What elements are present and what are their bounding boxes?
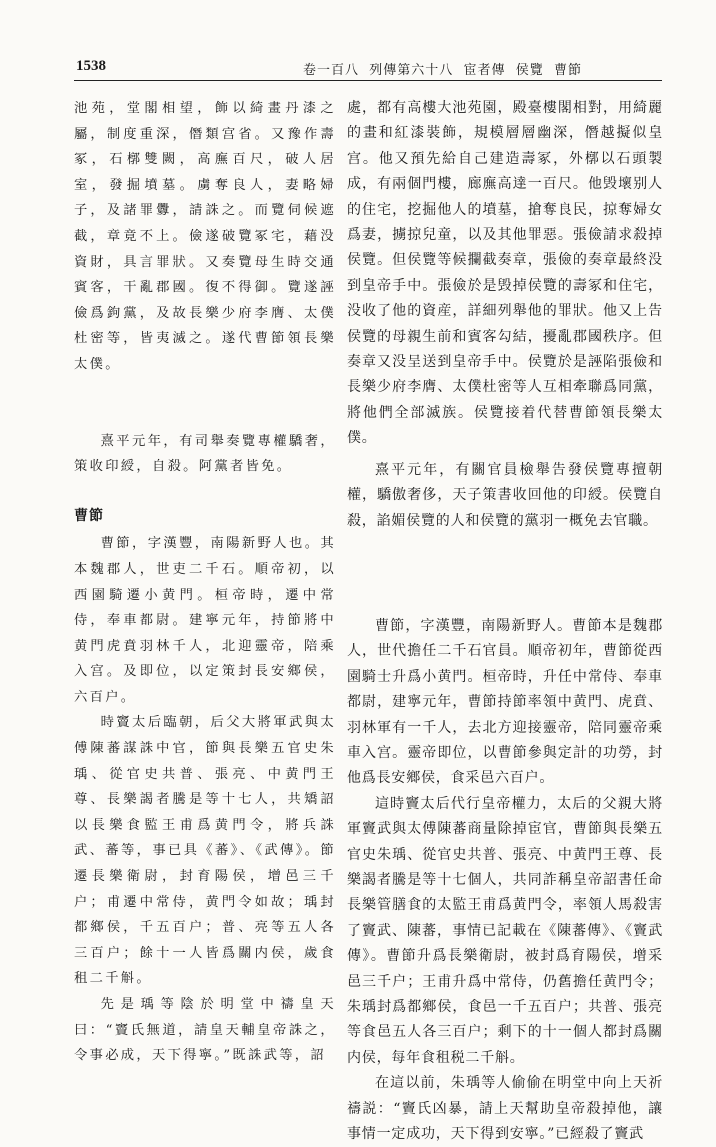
translation-paragraph: 熹平元年，有關官員檢舉告發侯覽專擅朝權，驕傲奢侈，天子策書收回他的印綬。侯覽自殺，諂媚侯覽的人和侯覽的黨羽一概免去官職。 (347, 461, 663, 529)
classical-paragraph: 先是瑀等陰於明堂中禱皇天曰：“竇氏無道，請皇天輔皇帝誅之，令事必成，天下得寧。”既誅武等，詔 (74, 997, 336, 1064)
classical-paragraph: 池苑，堂閣相望，飾以綺畫丹漆之屬，制度重深，僭類宫省。又豫作壽冢，石槨雙闕，高廡百尺，破人居室，發掘墳墓。虜奪良人，妻略婦子，及諸罪釁，請誅之。而覽伺候遮截，章竟不上。儉遂破覽冢宅，藉没資財，具言罪狀。又奏覽母生時交通賓客，干亂郡國。復不得御。覽遂誣儉爲鉤黨，及故長樂少府李膺、太僕杜密等，皆夷滅之。遂代曹節領長樂太僕。 (74, 101, 336, 372)
page-number: 1538 (76, 58, 106, 74)
translation-paragraph: 在這以前，朱瑀等人偷偷在明堂中向上天祈禱説：“竇氏凶暴，請上天幫助皇帝殺掉他，讓事情一定成功，天下得到安寧。”已經殺了竇武 (347, 1075, 663, 1143)
classical-paragraph: 曹節，字漢豐，南陽新野人也。其本魏郡人，世吏二千石。順帝初，以西園騎遷小黄門。桓帝時，遷中常侍，奉車都尉。建寧元年，持節將中黄門虎賁羽林千人，北迎靈帝，陪乘入宫。及即位，以定策封長安鄉侯，六百户。 (74, 536, 336, 705)
running-title: 卷一百八 列傳第六十八 宦者傳 侯覽 曹節 (302, 63, 582, 78)
classical-text-column (74, 96, 336, 1069)
translation-paragraph: 處，都有高樓大池苑園，殿臺樓閣相對，用綺麗的畫和紅漆裝飾，規模層層幽深，僭越擬似皇宫。他又預先給自己建造壽冢，外槨以石頭製成，有兩個門樓，廊廡高達一百尺。他毁壞别人的住宅，挖掘他人的墳墓，搶奪良民，掠奪婦女爲妻，擄掠兒童，以及其他罪惡。張儉請求殺掉侯覽。但侯覽等候攔截奏章，張儉的奏章最終没到皇帝手中。張儉於是毁掉侯覽的壽冢和住宅，没收了他的資産，詳細列舉他的罪狀。他又上告侯覽的母親生前和賓客勾結，擾亂郡國秩序。但奏章又没呈送到皇帝手中。侯覽於是誣陷張儉和長樂少府李膺、太僕杜密等人互相牽聯爲同黨，將他們全部滅族。侯覽接着代替曹節領長樂太僕。 (347, 100, 663, 447)
page-header (74, 56, 662, 81)
section-title: 曹節 (74, 507, 104, 524)
classical-paragraph: 時竇太后臨朝，后父大將軍武與太傅陳蕃謀誅中官，節與長樂五官史朱瑀、從官史共普、張亮、中黄門王尊、長樂謁者騰是等十七人，共矯詔以長樂食監王甫爲黄門令，將兵誅武、蕃等，事已具《蕃》、《武傳》。節遷長樂衛尉，封育陽侯，增邑三千户；甫遷中常侍，黄門令如故；瑀封都鄉侯，千五百户；普、亮等五人各三百户；餘十一人皆爲關内侯，歲食租二千斛。 (74, 715, 336, 987)
translation-paragraph: 曹節，字漢豐，南陽新野人。曹節本是魏郡人，世代擔任二千石官員。順帝初年，曹節從西園騎士升爲小黄門。桓帝時，升任中常侍、奉車都尉，建寧元年，曹節持節率領中黄門、虎賁、羽林軍有一千人，去北方迎接靈帝，陪同靈帝乘車入宫。靈帝即位，以曹節參與定計的功勞，封他爲長安鄉侯，食采邑六百户。 (347, 617, 663, 787)
classical-paragraph: 熹平元年，有司舉奏覽專權驕奢，策收印綬，自殺。阿黨者皆免。 (74, 433, 336, 475)
translation-paragraph: 這時竇太后代行皇帝權力，太后的父親大將軍竇武與太傅陳蕃商量除掉宦官，曹節與長樂五官史朱瑀、從官史共普、張亮、中黄門王尊、長樂謁者騰是等十七個人，共同詐稱皇帝詔書任命長樂管膳食的太監王甫爲黄門令，率領人馬殺害了竇武、陳蕃，事情已記載在《陳蕃傳》、《竇武傳》。曹節升爲長樂衛尉，被封爲育陽侯，增采邑三千户；王甫升爲中常侍，仍舊擔任黄門令；朱瑀封爲都鄉侯，食邑一千五百户；共普、張亮等食邑五人各三百户；剩下的十一個人都封爲關内侯，每年食租税二千斛。 (347, 795, 663, 1066)
translation-column (347, 96, 663, 1147)
